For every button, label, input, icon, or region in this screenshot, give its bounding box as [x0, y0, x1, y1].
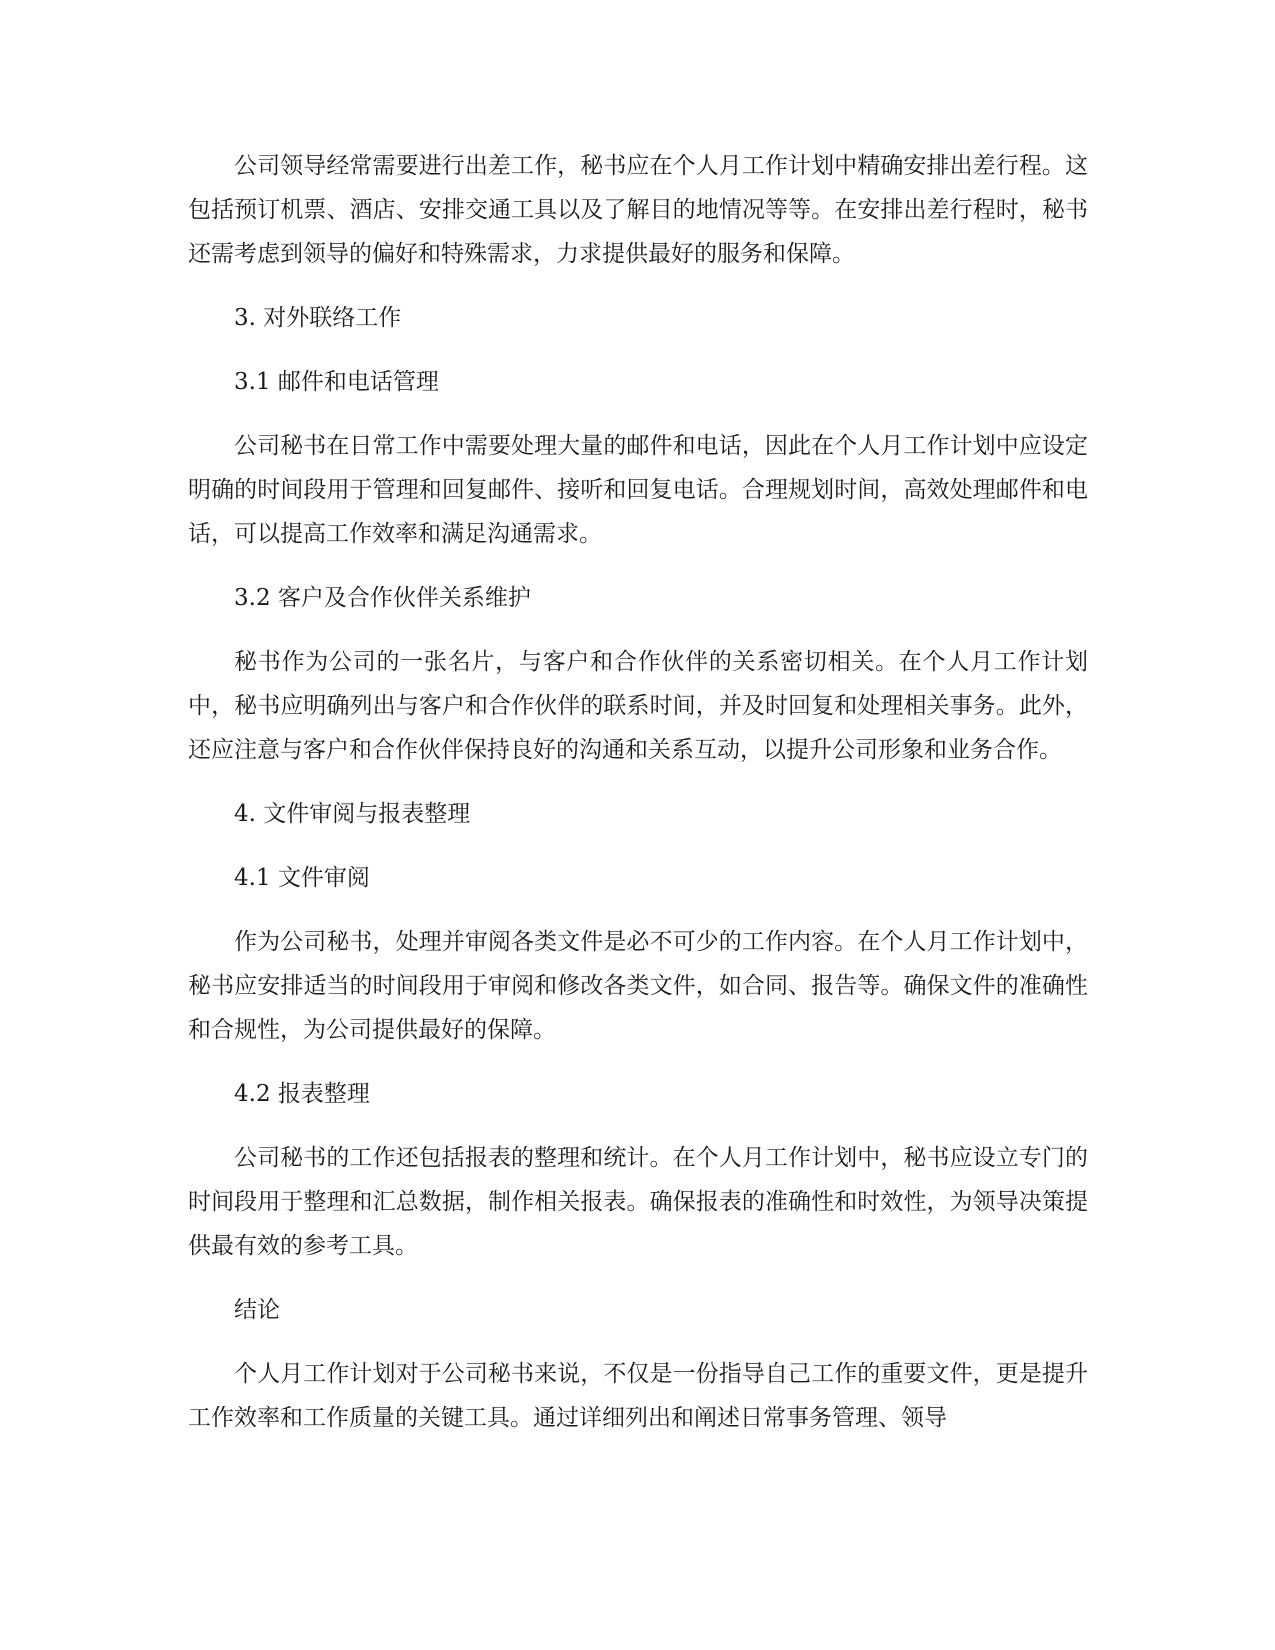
section-heading-document-review: 4. 文件审阅与报表整理	[234, 801, 471, 827]
paragraph-conclusion: 个人月工作计划对于公司秘书来说，不仅是一份指导自己工作的重要文件，更是提升工作效率和工作质量的关键工具。通过详细列出和阐述日常事务管理、领导	[188, 1361, 1088, 1431]
subsection-heading-file-review: 4.1 文件审阅	[234, 865, 370, 891]
section-heading-external-liaison: 3. 对外联络工作	[234, 305, 402, 331]
paragraph-business-trip: 公司领导经常需要进行出差工作，秘书应在个人月工作计划中精确安排出差行程。这包括预订机票、酒店、安排交通工具以及了解目的地情况等等。在安排出差行程时，秘书还需考虑到领导的偏好和特殊需求，力求提供最好的服务和保障。	[188, 153, 1088, 267]
subsection-heading-client-relations: 3.2 客户及合作伙伴关系维护	[234, 585, 531, 611]
paragraph-mail-phone: 公司秘书在日常工作中需要处理大量的邮件和电话，因此在个人月工作计划中应设定明确的时间段用于管理和回复邮件、接听和回复电话。合理规划时间，高效处理邮件和电话，可以提高工作效率和满足沟通需求。	[188, 433, 1088, 547]
document-body	[188, 144, 1088, 1460]
paragraph-client-relations: 秘书作为公司的一张名片，与客户和合作伙伴的关系密切相关。在个人月工作计划中，秘书应明确列出与客户和合作伙伴的联系时间，并及时回复和处理相关事务。此外，还应注意与客户和合作伙伴保持良好的沟通和关系互动，以提升公司形象和业务合作。	[188, 649, 1088, 763]
paragraph-file-review: 作为公司秘书，处理并审阅各类文件是必不可少的工作内容。在个人月工作计划中，秘书应安排适当的时间段用于审阅和修改各类文件，如合同、报告等。确保文件的准确性和合规性，为公司提供最好的保障。	[188, 929, 1088, 1043]
section-heading-conclusion: 结论	[234, 1297, 280, 1323]
paragraph-reports: 公司秘书的工作还包括报表的整理和统计。在个人月工作计划中，秘书应设立专门的时间段用于整理和汇总数据，制作相关报表。确保报表的准确性和时效性，为领导决策提供最有效的参考工具。	[188, 1145, 1088, 1259]
subsection-heading-reports: 4.2 报表整理	[234, 1081, 370, 1107]
subsection-heading-mail-phone: 3.1 邮件和电话管理	[234, 369, 439, 395]
